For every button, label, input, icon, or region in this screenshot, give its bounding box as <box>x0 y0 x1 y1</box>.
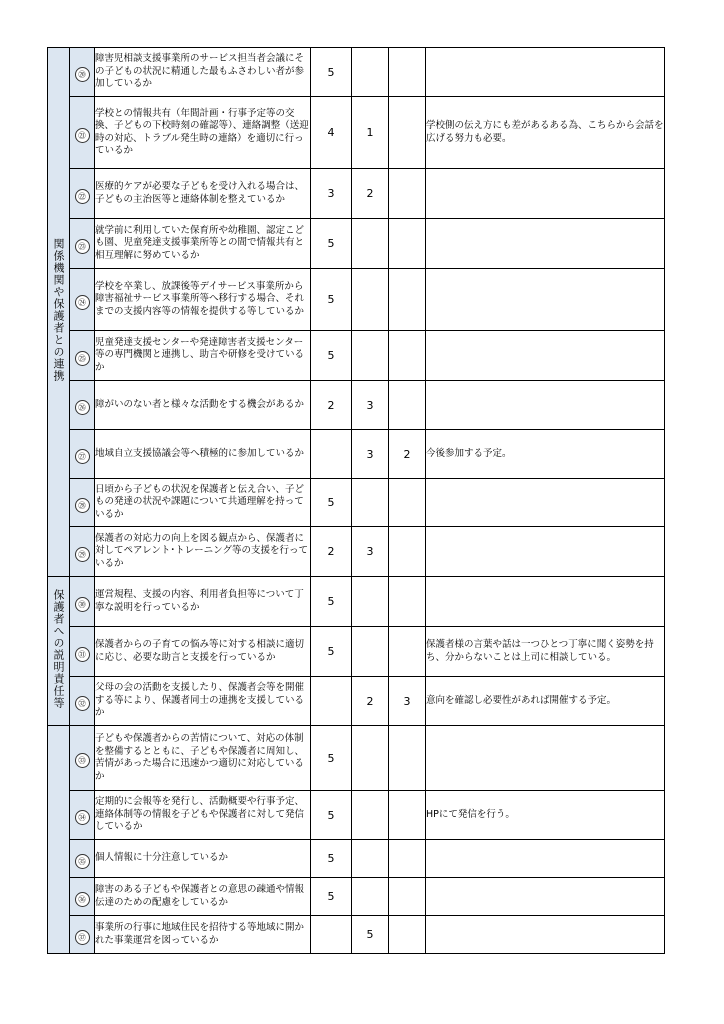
count-no <box>389 916 426 954</box>
table-row <box>48 97 665 169</box>
count-no: 2 <box>389 430 426 479</box>
item-text: 医療的ケアが必要な子どもを受け入れる場合は、子どもの主治医等と連絡体制を整えているか <box>95 169 311 219</box>
count-partial <box>352 791 389 840</box>
table-row <box>48 577 665 627</box>
count-yes <box>311 677 352 726</box>
table-row <box>48 878 665 916</box>
evaluation-table <box>47 47 665 954</box>
count-yes: 5 <box>311 627 352 677</box>
table-row <box>48 381 665 430</box>
item-number-cell <box>70 430 95 479</box>
category-cell <box>48 48 70 577</box>
count-partial: 3 <box>352 430 389 479</box>
improvement-note: HPにて発信を行う。 <box>426 791 665 840</box>
count-yes: 5 <box>311 269 352 331</box>
improvement-note <box>426 916 665 954</box>
table-row <box>48 479 665 527</box>
count-no <box>389 381 426 430</box>
count-no <box>389 48 426 97</box>
item-text: 学校を卒業し、放課後等デイサービス事業所から障害福祉サービス事業所等へ移行する場合、それまでの支援内容等の情報を提供する等しているか <box>95 269 311 331</box>
count-partial <box>352 577 389 627</box>
improvement-note <box>426 726 665 791</box>
item-number-cell <box>70 331 95 381</box>
item-text: 個人情報に十分注意しているか <box>95 840 311 878</box>
count-no <box>389 219 426 269</box>
count-yes: 5 <box>311 791 352 840</box>
count-no <box>389 269 426 331</box>
improvement-note <box>426 527 665 577</box>
item-text: 障がいのない者と様々な活動をする機会があるか <box>95 381 311 430</box>
item-number: ㉒ <box>75 189 90 204</box>
item-number-cell <box>70 527 95 577</box>
item-text: 児童発達支援センターや発達障害者支援センター等の専門機関と連携し、助言や研修を受けているか <box>95 331 311 381</box>
item-text: 日頃から子どもの状況を保護者と伝え合い、子どもの発達の状況や課題について共通理解を持っているか <box>95 479 311 527</box>
count-yes: 2 <box>311 381 352 430</box>
count-no <box>389 840 426 878</box>
count-partial <box>352 219 389 269</box>
category-relations-label: 関係機関や保護者との連携 <box>52 238 65 382</box>
count-no <box>389 331 426 381</box>
item-number: ⑳ <box>75 67 90 82</box>
improvement-note <box>426 479 665 527</box>
item-number-cell <box>70 219 95 269</box>
improvement-note <box>426 381 665 430</box>
item-number: ㉝ <box>75 753 90 768</box>
count-yes: 2 <box>311 527 352 577</box>
item-text: 父母の会の活動を支援したり、保護者会等を開催する等により、保護者同士の連携を支援しているか <box>95 677 311 726</box>
item-number: ㉘ <box>75 498 90 513</box>
count-yes: 3 <box>311 169 352 219</box>
table-row <box>48 916 665 954</box>
count-yes: 5 <box>311 878 352 916</box>
table-row <box>48 726 665 791</box>
item-number: ㊱ <box>75 892 90 907</box>
table-row <box>48 48 665 97</box>
count-partial <box>352 479 389 527</box>
count-no <box>389 527 426 577</box>
improvement-note: 今後参加する予定。 <box>426 430 665 479</box>
count-yes: 5 <box>311 219 352 269</box>
item-number-cell <box>70 840 95 878</box>
improvement-note <box>426 878 665 916</box>
count-partial <box>352 878 389 916</box>
count-yes <box>311 916 352 954</box>
item-number: ㉟ <box>75 854 90 869</box>
count-yes: 5 <box>311 331 352 381</box>
improvement-note <box>426 840 665 878</box>
improvement-note <box>426 331 665 381</box>
item-text: 学校との情報共有（年間計画・行事予定等の交換、子どもの下校時刻の確認等）、連絡調整（送迎時の対応、トラブル発生時の連絡）を適切に行っているか <box>95 97 311 169</box>
item-number-cell <box>70 97 95 169</box>
item-text: 子どもや保護者からの苦情について、対応の体制を整備するとともに、子どもや保護者に周知し、苦情があった場合に迅速かつ適切に対応しているか <box>95 726 311 791</box>
table-row <box>48 331 665 381</box>
count-no <box>389 878 426 916</box>
count-yes: 5 <box>311 479 352 527</box>
count-partial: 1 <box>352 97 389 169</box>
item-number-cell <box>70 791 95 840</box>
count-no <box>389 726 426 791</box>
item-number-cell <box>70 726 95 791</box>
item-number-cell <box>70 627 95 677</box>
count-partial: 2 <box>352 169 389 219</box>
item-number: ㉗ <box>75 449 90 464</box>
item-number-cell <box>70 916 95 954</box>
improvement-note <box>426 169 665 219</box>
count-no <box>389 169 426 219</box>
item-text: 事業所の行事に地域住民を招待する等地域に開かれた事業運営を図っているか <box>95 916 311 954</box>
category-cell <box>48 726 70 954</box>
item-number: ㉞ <box>75 810 90 825</box>
item-text: 障害のある子どもや保護者との意思の疎通や情報伝達のための配慮をしているか <box>95 878 311 916</box>
item-number-cell <box>70 169 95 219</box>
count-yes: 5 <box>311 840 352 878</box>
count-partial <box>352 269 389 331</box>
item-number: ㉓ <box>75 239 90 254</box>
improvement-note: 意向を確認し必要性があれば開催する予定。 <box>426 677 665 726</box>
count-partial <box>352 726 389 791</box>
table-row <box>48 627 665 677</box>
item-number-cell <box>70 48 95 97</box>
count-partial <box>352 331 389 381</box>
item-number: ㉚ <box>75 597 90 612</box>
item-number: ㉜ <box>75 696 90 711</box>
item-number: ㉔ <box>75 295 90 310</box>
item-number: ㉙ <box>75 547 90 562</box>
count-yes: 5 <box>311 48 352 97</box>
count-no <box>389 479 426 527</box>
count-no <box>389 577 426 627</box>
item-text: 運営規程、支援の内容、利用者負担等について丁寧な説明を行っているか <box>95 577 311 627</box>
table-row <box>48 791 665 840</box>
item-text: 保護者からの子育ての悩み等に対する相談に適切に応じ、必要な助言と支援を行っているか <box>95 627 311 677</box>
table-row <box>48 169 665 219</box>
count-no: 3 <box>389 677 426 726</box>
item-text: 就学前に利用していた保育所や幼稚園、認定こども園、児童発達支援事業所等との間で情報共有と相互理解に努めているか <box>95 219 311 269</box>
count-partial: 2 <box>352 677 389 726</box>
count-partial: 3 <box>352 527 389 577</box>
table-row <box>48 269 665 331</box>
table-row <box>48 527 665 577</box>
item-number-cell <box>70 479 95 527</box>
table-row <box>48 219 665 269</box>
count-no <box>389 627 426 677</box>
item-text: 地域自立支援協議会等へ積極的に参加しているか <box>95 430 311 479</box>
improvement-note <box>426 269 665 331</box>
item-number-cell <box>70 381 95 430</box>
improvement-note: 保護者様の言葉や話は一つひとつ丁寧に聞く姿勢を持ち、分からないことは上司に相談している。 <box>426 627 665 677</box>
count-partial <box>352 627 389 677</box>
item-text: 保護者の対応力の向上を図る観点から、保護者に対してペアレント･トレーニング等の支援を行っているか <box>95 527 311 577</box>
item-number: ㊲ <box>75 930 90 945</box>
item-number: ㉖ <box>75 400 90 415</box>
table-row <box>48 677 665 726</box>
item-text: 定期的に会報等を発行し、活動概要や行事予定、連絡体制等の情報を子どもや保護者に対して発信しているか <box>95 791 311 840</box>
item-number-cell <box>70 269 95 331</box>
item-number-cell <box>70 878 95 916</box>
category-cell <box>48 577 70 726</box>
count-no <box>389 97 426 169</box>
count-yes: 4 <box>311 97 352 169</box>
improvement-note <box>426 48 665 97</box>
evaluation-rows <box>48 48 665 954</box>
table-row <box>48 430 665 479</box>
category-accountability-label: 保護者への説明責任等 <box>52 589 65 709</box>
item-number-cell <box>70 577 95 627</box>
count-no <box>389 791 426 840</box>
count-partial <box>352 840 389 878</box>
count-partial: 3 <box>352 381 389 430</box>
count-partial <box>352 48 389 97</box>
item-text: 障害児相談支援事業所のサービス担当者会議にその子どもの状況に精通した最もふさわしい者が参加しているか <box>95 48 311 97</box>
count-yes: 5 <box>311 726 352 791</box>
improvement-note <box>426 219 665 269</box>
count-yes: 5 <box>311 577 352 627</box>
improvement-note: 学校側の伝え方にも差があるある為、こちらから会話を広げる努力も必要。 <box>426 97 665 169</box>
item-number: ㉑ <box>75 128 90 143</box>
table-row <box>48 840 665 878</box>
count-yes <box>311 430 352 479</box>
count-partial: 5 <box>352 916 389 954</box>
item-number-cell <box>70 677 95 726</box>
item-number: ㉕ <box>75 351 90 366</box>
improvement-note <box>426 577 665 627</box>
item-number: ㉛ <box>75 647 90 662</box>
